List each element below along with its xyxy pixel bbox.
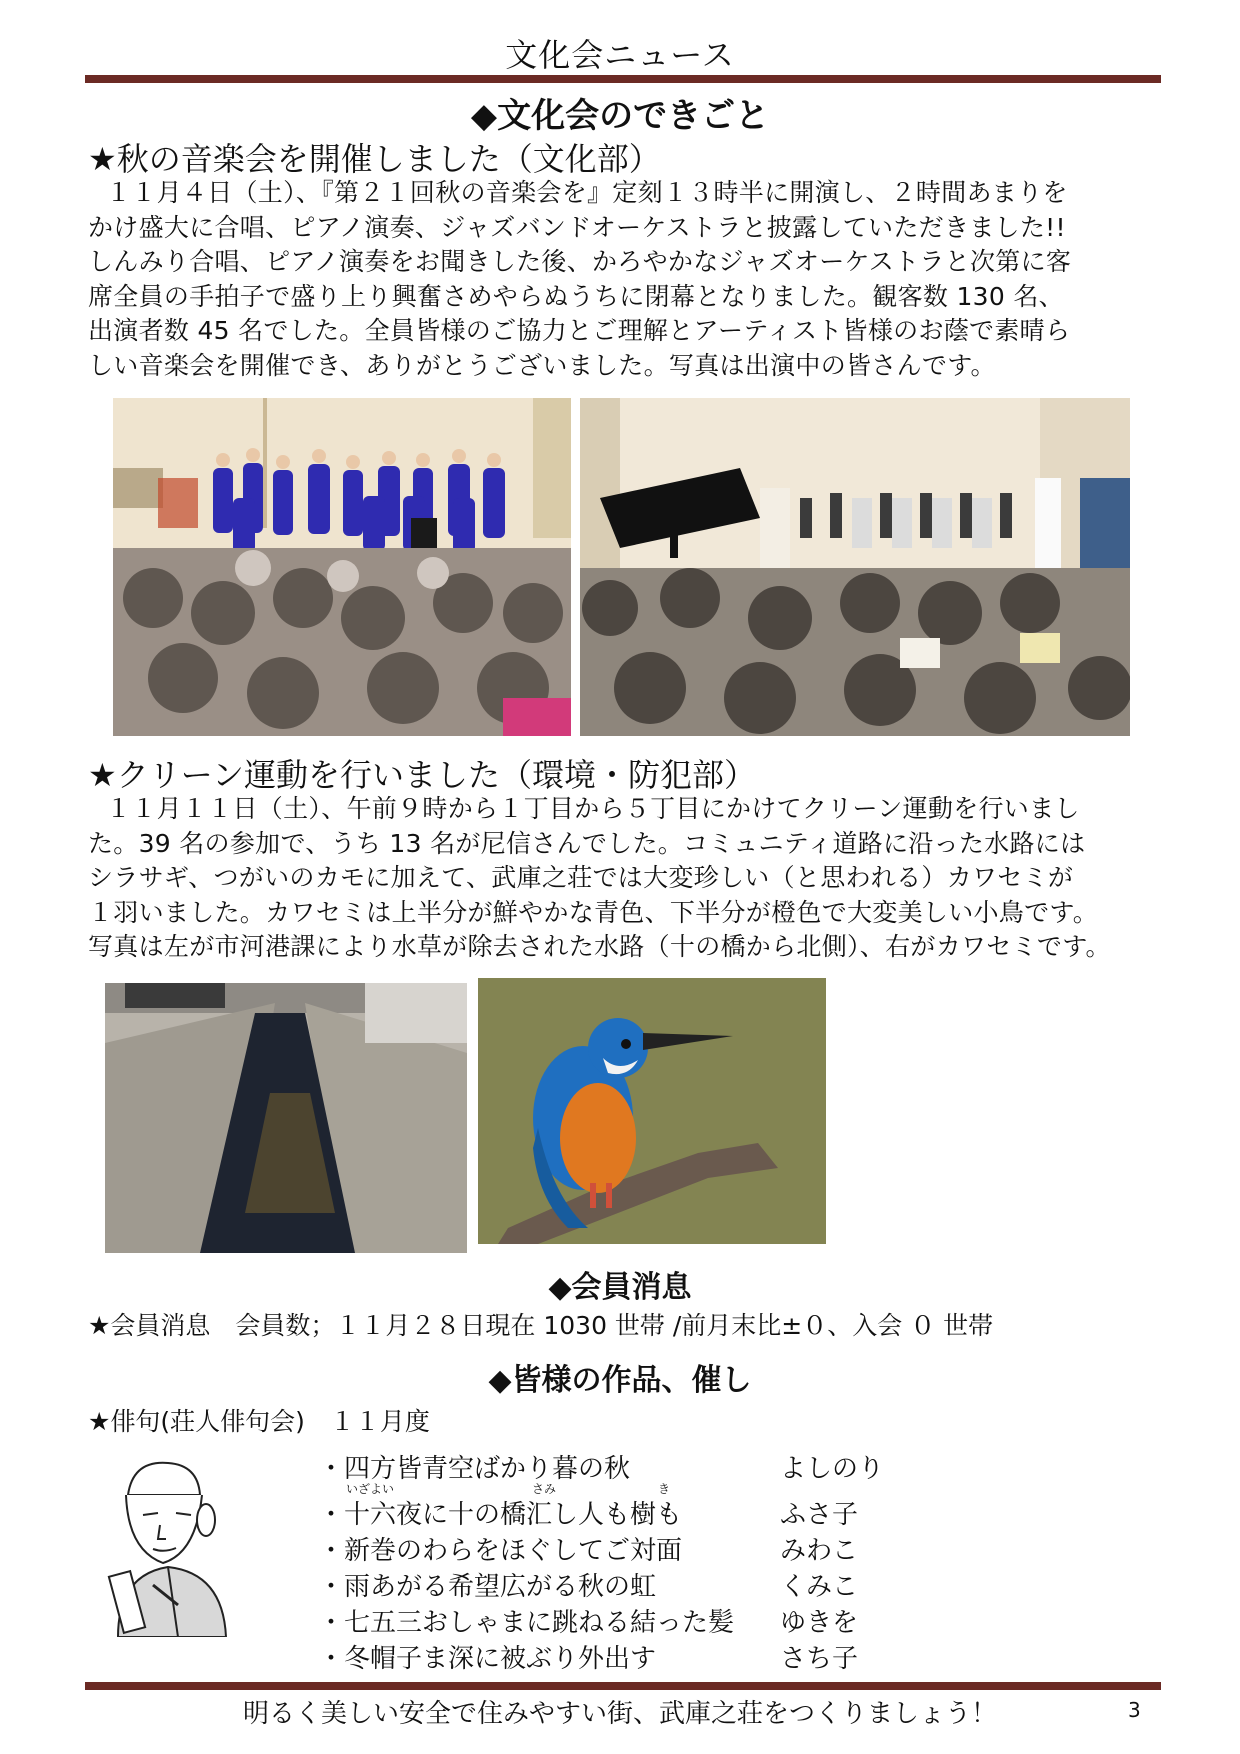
haiku-author: みわこ (780, 1536, 859, 1566)
haiku-heading: ★俳句(荘人俳句会) １１月度 (88, 1407, 430, 1436)
section-title-works: ◆皆様の作品、催し (488, 1363, 752, 1398)
haiku-author: ふさ子 (780, 1500, 859, 1530)
article-body-cleanup (88, 792, 1168, 965)
newsletter-title: 文化会ニュース (505, 36, 735, 74)
article-body-concert (88, 176, 1168, 383)
article-heading-cleanup: ★クリーン運動を行いました（環境・防犯部） (88, 756, 757, 794)
haiku-text: ・十六夜に十の橋汇し人も樹も (318, 1500, 683, 1530)
body-line: た。39 名の参加で、うち 13 名が尼信さんでした。コミュニティ道路に沿った水路には (88, 828, 1086, 858)
ruby-sami: さみ (532, 1482, 557, 1496)
haiku-text: ・四方皆青空ばかり暮の秋 (318, 1454, 631, 1484)
waterway-photo (105, 983, 467, 1253)
footer-slogan: 明るく美しい安全で住みやすい街、武庫之荘をつくりましょう！ (242, 1699, 997, 1729)
member-stats: ★会員消息 会員数；１１月２８日現在 1030 世帯 /前月末比±０、入会 ０ 世帯 (88, 1311, 994, 1340)
body-line: 席全員の手拍子で盛り上り興奮さめやらぬうちに閉幕となりました。観客数 130 名、 (88, 281, 1064, 311)
body-line: しんみり合唱、ピアノ演奏をお聞きした後、かろやかなジャズオーケストラと次第に客 (88, 247, 1072, 276)
kingfisher-photo (478, 978, 826, 1244)
header-divider (85, 75, 1161, 83)
haiku-text: ・七五三おしゃまに跳ねる結った髪 (318, 1608, 735, 1638)
body-line: １羽いました。カワセミは上半分が鮮やかな青色、下半分が橙色で大変美しい小鳥です。 (88, 897, 1099, 927)
haiku-poet-illustration (98, 1455, 238, 1637)
haiku-text: ・冬帽子ま深に被ぶり外出す (318, 1644, 657, 1674)
body-line: １１月１１日（土）、午前９時から１丁目から５丁目にかけてクリーン運動を行いまし (106, 794, 1080, 823)
body-line: しい音楽会を開催でき、ありがとうございました。写真は出演中の皆さんです。 (88, 350, 996, 380)
body-line: シラサギ、つがいのカモに加えて、武庫之荘では大変珍しい（と思われる）カワセミが (88, 863, 1074, 892)
jazz-band-photo (580, 398, 1130, 736)
choir-photo (113, 398, 571, 736)
section-title-events: ◆文化会のできごと (470, 96, 770, 136)
body-line: 写真は左が市河港課により水草が除去された水路（十の橋から北側）、右がカワセミです。 (88, 932, 1111, 961)
haiku-author: さち子 (780, 1644, 859, 1674)
haiku-text: ・雨あがる希望広がる秋の虹 (318, 1572, 657, 1602)
page-number: 3 (1128, 1698, 1141, 1722)
body-line: １１月４日（土）、『第２１回秋の音楽会を』定刻１３時半に開演し、２時間あまりを (106, 178, 1068, 207)
body-line: かけ盛大に合唱、ピアノ演奏、ジャズバンドオーケストラと披露していただきました!! (88, 212, 1066, 242)
ruby-ki: き (658, 1482, 671, 1496)
ruby-izayoi: いざよい (346, 1482, 395, 1496)
section-title-members: ◆会員消息 (548, 1270, 692, 1305)
haiku-text: ・新巻のわらをほぐしてご対面 (318, 1536, 683, 1566)
haiku-author: くみこ (780, 1572, 859, 1602)
haiku-author: ゆきを (780, 1608, 859, 1638)
body-line: 出演者数 45 名でした。全員皆様のご協力とご理解とアーティスト皆様のお蔭で素晴ら (88, 316, 1071, 345)
haiku-author: よしのり (780, 1454, 885, 1484)
article-heading-concert: ★秋の音楽会を開催しました（文化部） (88, 140, 661, 178)
footer-divider (85, 1682, 1161, 1690)
